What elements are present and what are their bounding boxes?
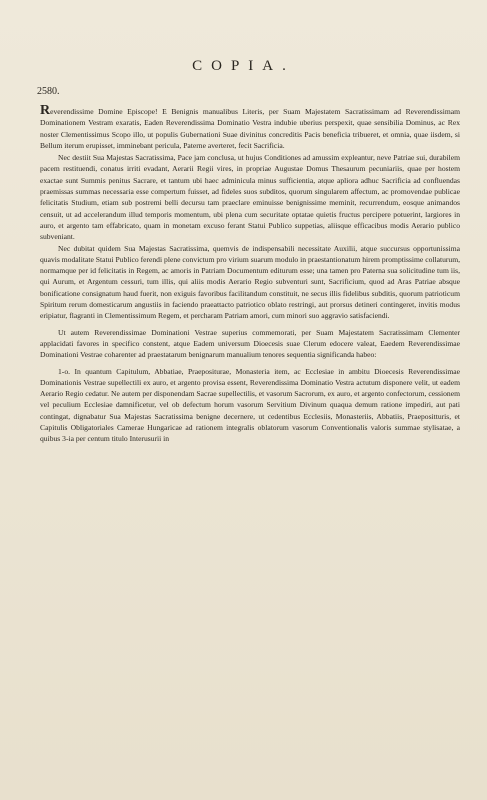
paragraph-4: Ut autem Reverendissimae Dominationi Vestrae superius commemorati, per Suam Majestatem Sacratissimam Clementer applacidati favores in specifico constent, atque Eadem universum Dioecesis suae Clerum edocere valeat, Eaedem Reverendissimae Dominationi Vestrae coharenter ad praestatarum benignarum manualium tenores sequentia significanda habeo: xyxy=(40,327,460,360)
paragraph-5: 1-o. In quantum Capitulum, Abbatiae, Praepositurae, Monasteria item, ac Ecclesiae in ambitu Dioecesis Reverendissimae Dominationis Vestrae supellectili ex auro, et argento provisa essent, Reverendissima Dominatio Vestra actutum disponere velit, ut eadem Aerario Regio cedatur. Ne autem per disponendam Sacrae supellectilis, et vasorum Sacrorum, ex auro, et argento confectorum, cessionem vel peculium Ecclesiae damnificetur, vel ob defectum horum vasorum Servitium Divinum quaqua demum ratione impediri, aut pati contingat, dignabatur Sua Majestas Sacratissima benigne decernere, ut cedentibus Ecclesiis, Monasteriis, Abbatiis, Praepositturis, et Capitulis Obligatoriales Camerae Hungaricae ad rationem integralis oblatorum vasorum Conventionalis valoris summae stylisatae, a quibus 3-ia per centum titulo Interusurii in xyxy=(40,366,460,444)
document-body xyxy=(40,103,460,445)
paragraph-3: Nec dubitat quidem Sua Majestas Sacratissima, quemvis de indispensabili necessitate Auxilii, atque succursus opportunissima quavis modalitate Statui Publico ferendi plene convictum pro virium suarum modulo in praestantionatum hirem promptissime collaturum, normamque per id felicitatis in Regem, ac amoris in Patriam Documentum editurum esse; una tamen pro Paterna sua solicitudine tum iis, qui Aurum, et Argentum cessuri, tum illis, qui aliis modis Aerario Regio subventuri sunt, Sacrificium, quod ad Aras Patriae absque bonificatione consignatum haud fuerit, non exiguis favoribus facilitandum constituit, ne secus illis fidelibus subditis, quorum patrioticum Spiritum rerum domesticarum angustiis in faciendo praeattacto patriotico oblato restringi, aut prorsus detineri contingeret, invitis modus eripiatur, flagranti in Clementissimum Regem, et percharam Patriam amori, cum minori suo aggravio satisfaciendi. xyxy=(40,243,460,321)
document-title: COPIA. xyxy=(192,58,295,74)
document-number: 2580. xyxy=(37,86,60,97)
paragraph-2: Nec destiit Sua Majestas Sacratissima, Pace jam conclusa, ut hujus Conditiones ad amussim expleantur, neve Patriae sui, durabilem pacem restituendi, conatus irriti evadant, Aerarii Regii vires, in propriae Augustae Domus Thesaurum pecuniariis, quae per hostem exactae sunt Summis penitus Sacrare, et tantum ubi haec adminicula minus sufficientia, atque apliora adhuc Sacrificia ad confluendas praemissas summas necessaria esse compertum fuisset, ad fideles suos subditos, quorum singularem affectum, ac promovendae publicae felicitatis Studium, etiam sub postremi belli decursu tam praeclare eminuisse benignissime meminit, recurrendum, eosque animandos censuit, ut ad accelerandum illud temporis momentum, ubi plena cum securitate optatae quietis fructus percipere potuerint, largiores in auro, et argento tam effabricato, quam in monetam excuso ferant Statui Publico suppetias, aliisque efficacibus modis Aerario publico subveniant. xyxy=(40,153,460,242)
drop-cap: R xyxy=(40,103,51,118)
paragraph-1-text: everendissime Domine Episcope! E Benignis manualibus Literis, per Suam Majestatem Sacratissimam ad Reverendissimam Dominationem Vestram exaratis, Eaden Reverendissima Dominatio Vestra indubie uberius perspexit, quae sensibilia Dominus, ac Rex noster Clementissimus Scopo illo, ut populis Gubernationi Suae divinitus concreditis Pacis beneficia tribueret, et omnia, quae iisdem, si Bellum iterum erupisset, imminebant pericula, Paterne averteret, fecit Sacrificia. xyxy=(40,107,460,150)
paragraph-1 xyxy=(40,103,460,151)
